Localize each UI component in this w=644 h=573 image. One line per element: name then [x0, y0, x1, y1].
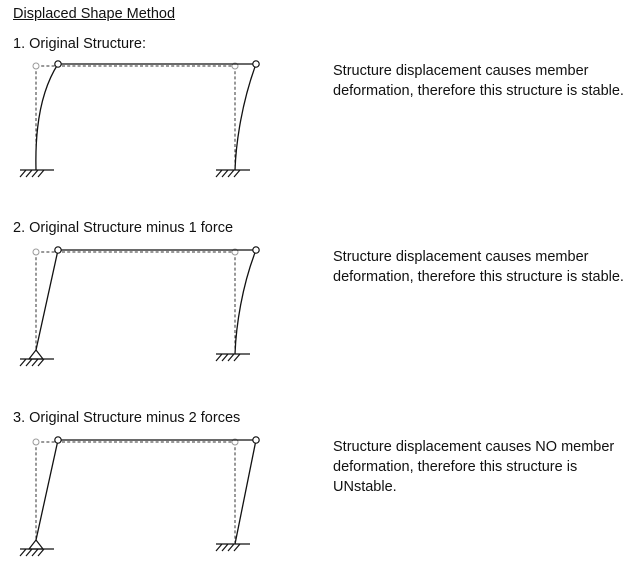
case-1-frame-diagram	[0, 52, 290, 187]
pin-support-left	[20, 350, 54, 366]
case-3-description: Structure displacement causes NO member deformation, therefore this structure is UNstable.	[333, 439, 615, 495]
displaced-right-joint	[253, 247, 259, 253]
original-left-joint	[33, 439, 39, 445]
displaced-frame	[36, 64, 256, 170]
case-2-heading: 2. Original Structure minus 1 force	[13, 220, 234, 236]
case-3-frame-diagram	[0, 428, 290, 563]
displaced-right-joint	[253, 437, 259, 443]
case-1-heading: 1. Original Structure:	[13, 36, 146, 52]
left-column-rotated	[36, 440, 58, 540]
displaced-frame	[36, 250, 256, 354]
pin-support-left	[20, 540, 54, 556]
right-column-deformed	[235, 64, 256, 170]
fixed-support-left	[20, 170, 54, 177]
case-3-heading: 3. Original Structure minus 2 forces	[13, 410, 241, 426]
right-column-rotated	[235, 440, 256, 544]
left-column-rotated	[36, 250, 58, 350]
displaced-frame	[36, 440, 256, 544]
case-1-description: Structure displacement causes member deformation, therefore this structure is stable.	[333, 63, 624, 99]
displaced-left-joint	[55, 437, 61, 443]
left-column-deformed	[36, 64, 58, 170]
case-2-frame-diagram	[0, 238, 290, 373]
original-left-joint	[33, 249, 39, 255]
fixed-support-right	[216, 354, 250, 361]
original-position-dashed-frame	[36, 252, 235, 354]
diagram-title: Displaced Shape Method	[13, 6, 176, 22]
fixed-support-right	[216, 170, 250, 177]
displaced-left-joint	[55, 61, 61, 67]
original-position-dashed-frame	[36, 442, 235, 544]
fixed-support-right	[216, 544, 250, 551]
original-left-joint	[33, 63, 39, 69]
displaced-left-joint	[55, 247, 61, 253]
case-2-description: Structure displacement causes member deformation, therefore this structure is stable.	[333, 249, 624, 285]
displaced-right-joint	[253, 61, 259, 67]
right-column-deformed	[235, 250, 256, 354]
original-position-dashed-frame	[36, 66, 235, 170]
